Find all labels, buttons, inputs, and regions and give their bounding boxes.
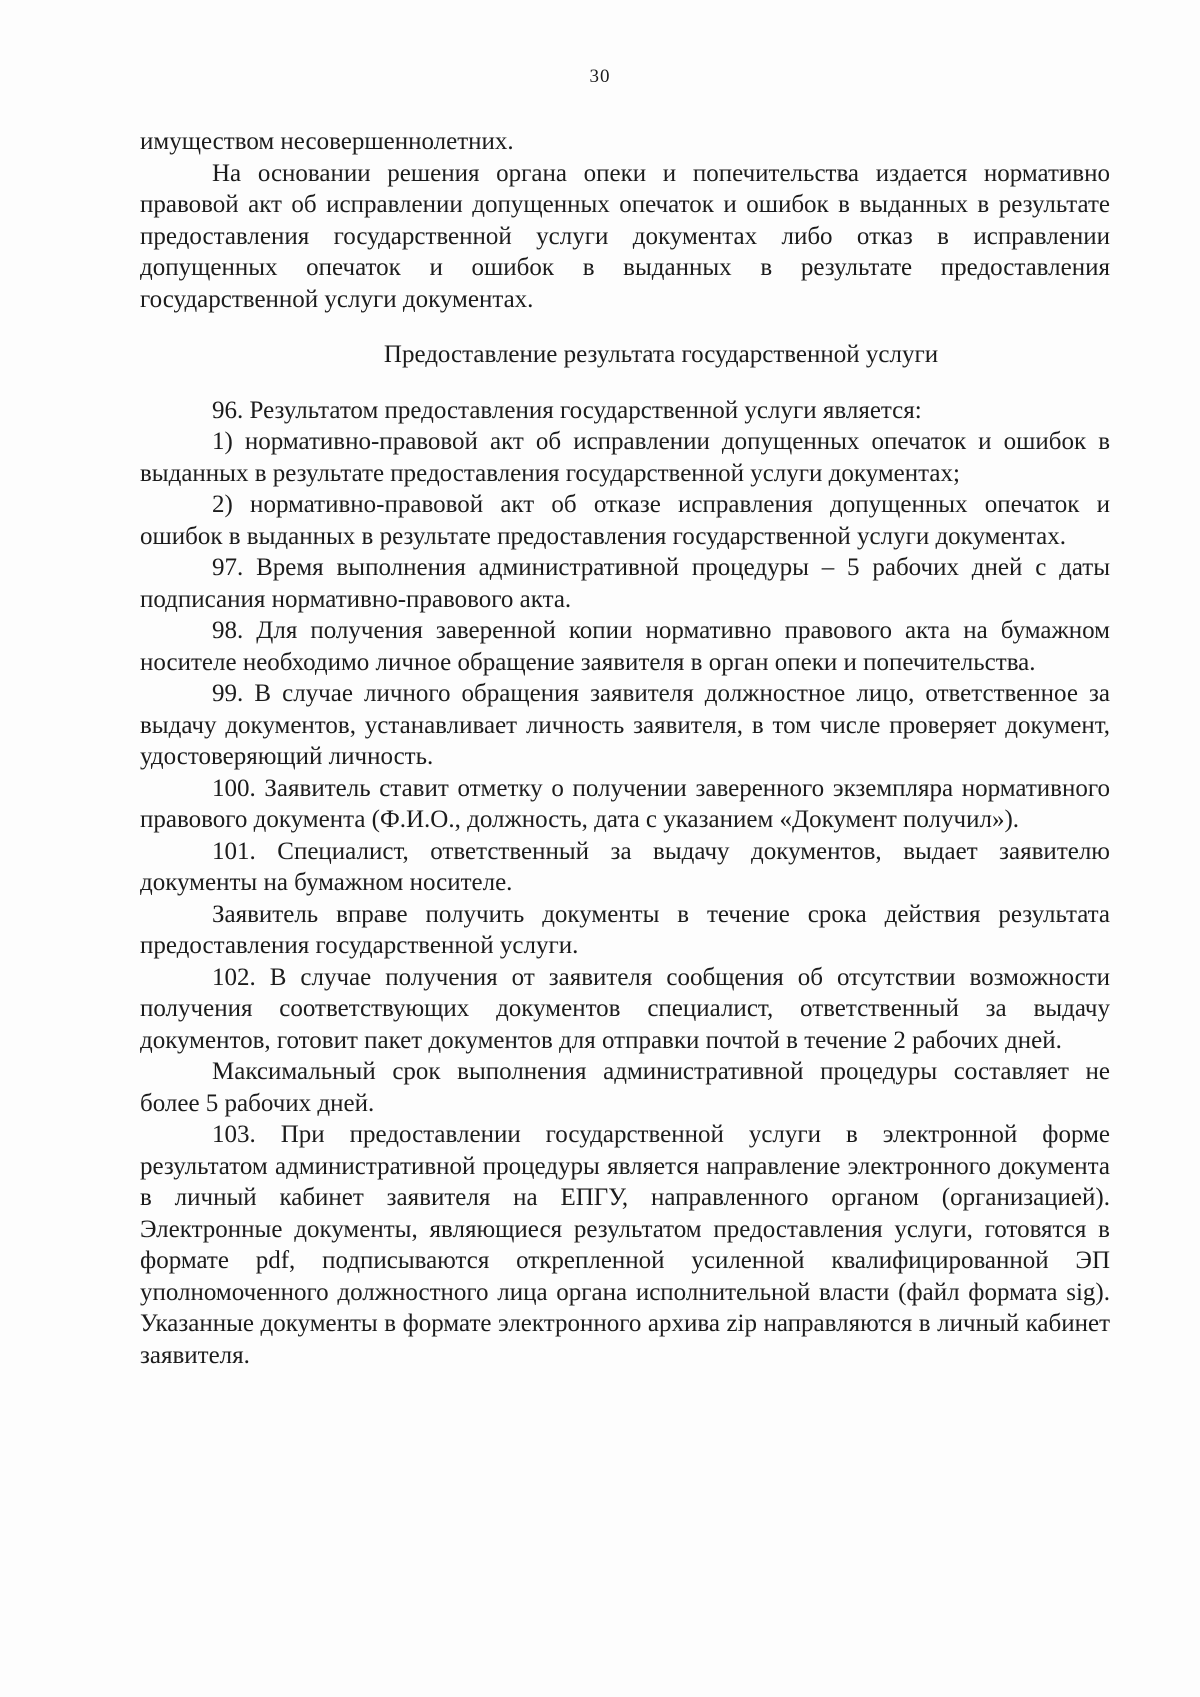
paragraph-continuation: имуществом несовершеннолетних. — [140, 128, 514, 155]
section-heading: Предоставление результата государственной услуги — [383, 341, 939, 368]
paragraph-correction-act: На основании решения органа опеки и попечительства издается нормативно правовой акт об исправлении допущенных опечаток и ошибок в выданных в результате предоставления государственной услуги документах либо отказ в исправлении допущенных опечаток и ошибок в выданных в результате предоставления государственной услуги документах. — [140, 159, 1110, 313]
paragraph-98: 98. Для получения заверенной копии нормативно правового акта на бумажном носителе необходимо личное обращение заявителя в орган опеки и попечительства. — [140, 617, 1110, 676]
paragraph-96-item-2: 2) нормативно-правовой акт об отказе исправления допущенных опечаток и ошибок в выданных в результате предоставления государственной услуги документах. — [140, 491, 1110, 550]
paragraph-96-item-1: 1) нормативно-правовой акт об исправлении допущенных опечаток и ошибок в выданных в результате предоставления государственной услуги документах; — [140, 428, 1110, 487]
paragraph-97: 97. Время выполнения административной процедуры – 5 рабочих дней с даты подписания нормативно-правового акта. — [140, 554, 1110, 613]
paragraph-96: 96. Результатом предоставления государственной услуги является: — [212, 396, 922, 424]
paragraph-102-note: Максимальный срок выполнения административной процедуры составляет не более 5 рабочих дней. — [140, 1058, 1110, 1117]
paragraph-100: 100. Заявитель ставит отметку о получении заверенного экземпляра нормативного правового документа (Ф.И.О., должность, дата с указанием «Документ получил»). — [140, 774, 1110, 833]
document-body — [140, 126, 1110, 1371]
paragraph-103: 103. При предоставлении государственной услуги в электронной форме результатом административной процедуры является направление электронного документа в личный кабинет заявителя на ЕПГУ, направленного органом (организацией). Электронные документы, являющиеся результатом предоставления услуги, готовятся в формате pdf, подписываются открепленной усиленной квалифицированной ЭП уполномоченного должностного лица органа исполнительной власти (файл формата sig). Указанные документы в формате электронного архива zip направляются в личный кабинет заявителя. — [140, 1121, 1110, 1369]
paragraph-99: 99. В случае личного обращения заявителя должностное лицо, ответственное за выдачу документов, устанавливает личность заявителя, в том числе проверяет документ, удостоверяющий личность. — [140, 680, 1110, 770]
paragraph-101-note: Заявитель вправе получить документы в течение срока действия результата предоставления государственной услуги. — [140, 900, 1110, 959]
paragraph-102: 102. В случае получения от заявителя сообщения об отсутствии возможности получения соответствующих документов специалист, ответственный за выдачу документов, готовит пакет документов для отправки почтой в течение 2 рабочих дней. — [140, 963, 1110, 1054]
page-number: 30 — [589, 66, 611, 87]
paragraph-101: 101. Специалист, ответственный за выдачу документов, выдает заявителю документы на бумажном носителе. — [140, 837, 1110, 896]
